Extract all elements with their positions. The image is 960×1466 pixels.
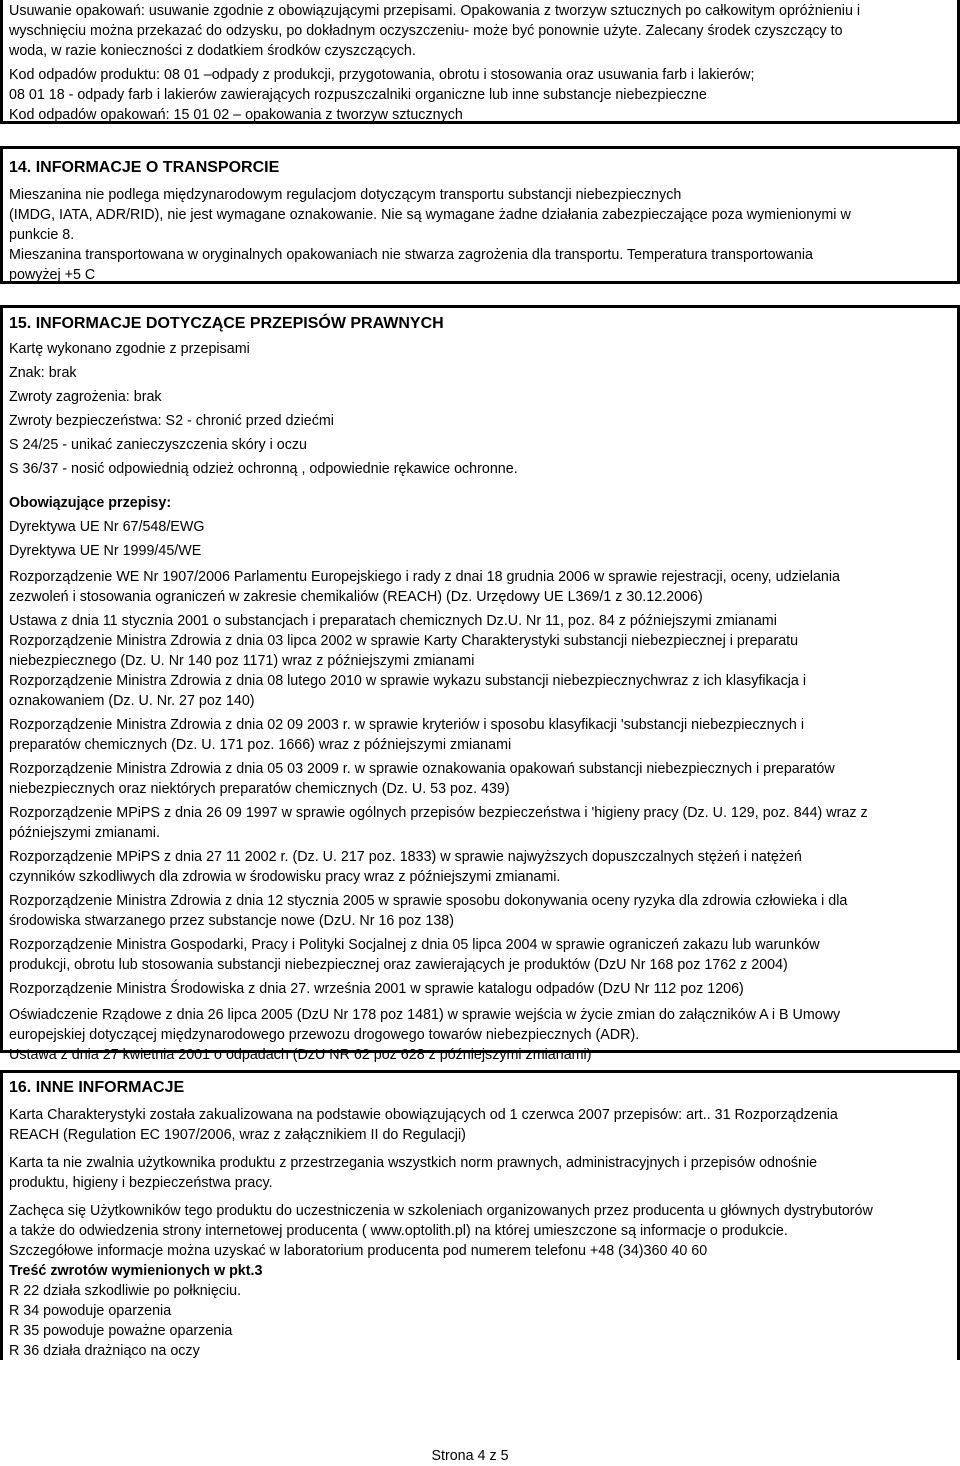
text-line: a także do odwiedzenia strony internetowej producenta ( www.optolith.pl) na której umieszczone są informacje o produkcie. [9,1223,788,1239]
text-line: Oświadczenie Rządowe z dnia 26 lipca 2005 (DzU Nr 178 poz 1481) w sprawie wejścia w życie zmian do załączników A i B Umowy [9,1007,841,1023]
text-line: S 24/25 - unikać zanieczyszczenia skóry i oczu [9,437,307,453]
text-line: Ustawa z dnia 27 kwietnia 2001 o odpadach (DzU NR 62 poz 628 z późniejszymi zmianami) [9,1047,592,1063]
text-line: niebezpiecznego (Dz. U. Nr 140 poz 1171) wraz z późniejszymi zmianami [9,653,475,669]
text-line: S 36/37 - nosić odpowiednią odzież ochronną , odpowiednie rękawice ochronne. [9,461,518,477]
text-line: R 35 powoduje poważne oparzenia [9,1323,233,1339]
disposal-box [0,0,960,124]
text-line: R 36 działa drażniąco na oczy [9,1343,200,1359]
phrases-heading: Treść zwrotów wymienionych w pkt.3 [9,1263,263,1279]
text-line: powyżej +5 C [9,267,96,283]
text-line: Rozporządzenie Ministra Gospodarki, Pracy i Polityki Socjalnej z dnia 05 lipca 2004 w sprawie ograniczeń zakazu lub warunków [9,937,820,953]
text-line: Rozporządzenie MPiPS z dnia 26 09 1997 w sprawie ogólnych przepisów bezpieczeństwa i 'higieny pracy (Dz. U. 129, poz. 844) wraz z [9,805,868,821]
regulations-heading: Obowiązujące przepisy: [9,495,172,511]
text-line: Dyrektywa UE Nr 1999/45/WE [9,543,202,559]
text-line: Zachęca się Użytkowników tego produktu do uczestniczenia w szkoleniach organizowanych przez producenta u głównych dystrybutorów [9,1203,873,1219]
text-line: Kod odpadów produktu: 08 01 –odpady z produkcji, przygotowania, obrotu i stosowania oraz usuwania farb i lakierów; [9,67,755,83]
text-line: Usuwanie opakowań: usuwanie zgodnie z obowiązującymi przepisami. Opakowania z tworzyw sztucznych po całkowitym opróżnieniu i [9,3,861,19]
text-line: Kod odpadów opakowań: 15 01 02 – opakowania z tworzyw sztucznych [9,107,463,123]
text-line: środowiska stwarzanego przez substancje nowe (DzU. Nr 16 poz 138) [9,913,454,929]
text-line: europejskiej dotyczącej międzynarodowego przewozu drogowego towarów niebezpiecznych (ADR). [9,1027,640,1043]
text-line: R 22 działa szkodliwie po połknięciu. [9,1283,242,1299]
text-line: Rozporządzenie Ministra Zdrowia z dnia 12 stycznia 2005 w sprawie sposobu dokonywania oceny ryzyka dla zdrowia człowieka i dla [9,893,848,909]
text-line: Znak: brak [9,365,77,381]
text-line: Zwroty bezpieczeństwa: S2 - chronić przed dziećmi [9,413,334,429]
text-line: Rozporządzenie Ministra Zdrowia z dnia 02 09 2003 r. w sprawie kryteriów i sposobu klasyfikacji 'substancji niebezpiecznych i [9,717,804,733]
page-number-label: Strona 4 z 5 [431,1448,509,1464]
text-line: Rozporządzenie Ministra Zdrowia z dnia 08 lutego 2010 w sprawie wykazu substancji niebezpiecznychwraz z ich klasyfikacja i [9,673,807,689]
section-16-heading: 16. INNE INFORMACJE [9,1079,185,1096]
text-line: Karta ta nie zwalnia użytkownika produktu z przestrzegania wszystkich norm prawnych, administracyjnych i przepisów odnośnie [9,1155,818,1171]
text-line: produktu, higieny i bezpieczeństwa pracy. [9,1175,273,1191]
text-line: Ustawa z dnia 11 stycznia 2001 o substancjach i preparatach chemicznych Dz.U. Nr 11, poz. 84 z późniejszymi zmianami [9,613,777,629]
text-line: Zwroty zagrożenia: brak [9,389,162,405]
section-14-box [0,146,960,284]
text-line: Rozporządzenie MPiPS z dnia 27 11 2002 r. (Dz. U. 217 poz. 1833) w sprawie najwyższych dopuszczalnych stężeń i natężeń [9,849,802,865]
text-line: Szczegółowe informacje można uzyskać w laboratorium producenta pod numerem telefonu +48 (34)360 40 60 [9,1243,708,1259]
text-line: woda, w razie konieczności z dodatkiem środków czyszczących. [9,43,416,59]
text-line: wyschnięciu można przekazać do odzysku, po dokładnym oczyszczeniu- może być ponownie użyte. Zalecany środek czyszczący to [9,23,843,39]
text-line: Rozporządzenie Ministra Zdrowia z dnia 03 lipca 2002 w sprawie Karty Charakterystyki substancji niebezpiecznej i preparatu [9,633,799,649]
text-line: Karta Charakterystyki została zakualizowana na podstawie obowiązujących od 1 czerwca 2007 przepisów: art.. 31 Rozporządzenia [9,1107,838,1123]
text-line: REACH (Regulation EC 1907/2006, wraz z załącznikiem II do Regulacji) [9,1127,466,1143]
text-line: Mieszanina transportowana w oryginalnych opakowaniach nie stwarza zagrożenia dla transportu. Temperatura transportowania [9,247,813,263]
text-line: późniejszymi zmianami. [9,825,160,841]
section-15-heading: 15. INFORMACJE DOTYCZĄCE PRZEPISÓW PRAWNYCH [9,315,444,332]
section-15-box [0,305,960,1063]
text-line: 08 01 18 - odpady farb i lakierów zawierających rozpuszczalniki organiczne lub inne substancje niebezpieczne [9,87,707,103]
text-line: oznakowaniem (Dz. U. Nr. 27 poz 140) [9,693,255,709]
page-number [0,1448,940,1464]
text-line: Rozporządzenie WE Nr 1907/2006 Parlamentu Europejskiego i rady z dnai 18 grudnia 2006 w sprawie rejestracji, oceny, udzielania [9,569,841,585]
text-line: produkcji, obrotu lub stosowania substancji niebezpiecznej oraz zawierających je produktów (DzU Nr 168 poz 1762 z 2004) [9,957,788,973]
text-line: preparatów chemicznych (Dz. U. 171 poz. 1666) wraz z późniejszymi zmianami [9,737,512,753]
text-line: (IMDG, IATA, ADR/RID), nie jest wymagane oznakowanie. Nie są wymagane żadne działania zabezpieczające poza wymienionymi w [9,207,851,223]
text-line: Mieszanina nie podlega międzynarodowym regulacjom dotyczącym transportu substancji niebezpiecznych [9,187,682,203]
section-14-heading: 14. INFORMACJE O TRANSPORCIE [9,159,280,176]
text-line: Kartę wykonano zgodnie z przepisami [9,341,250,357]
section-16-box [0,1070,960,1360]
text-line: zezwoleń i stosowania ograniczeń w zakresie chemikaliów (REACH) (Dz. Urzędowy UE L369/1 z 30.12.2006) [9,589,703,605]
text-line: punkcie 8. [9,227,75,243]
text-line: Rozporządzenie Ministra Środowiska z dnia 27. września 2001 w sprawie katalogu odpadów (DzU Nr 112 poz 1206) [9,981,744,997]
text-line: Dyrektywa UE Nr 67/548/EWG [9,519,205,535]
text-line: Rozporządzenie Ministra Zdrowia z dnia 05 03 2009 r. w sprawie oznakowania opakowań substancji niebezpiecznych i preparatów [9,761,835,777]
text-line: R 34 powoduje oparzenia [9,1303,172,1319]
text-line: niebezpiecznych oraz niektórych preparatów chemicznych (Dz. U. 53 poz. 439) [9,781,510,797]
text-line: czynników szkodliwych dla zdrowia w środowisku pracy wraz z późniejszymi zmianami. [9,869,561,885]
